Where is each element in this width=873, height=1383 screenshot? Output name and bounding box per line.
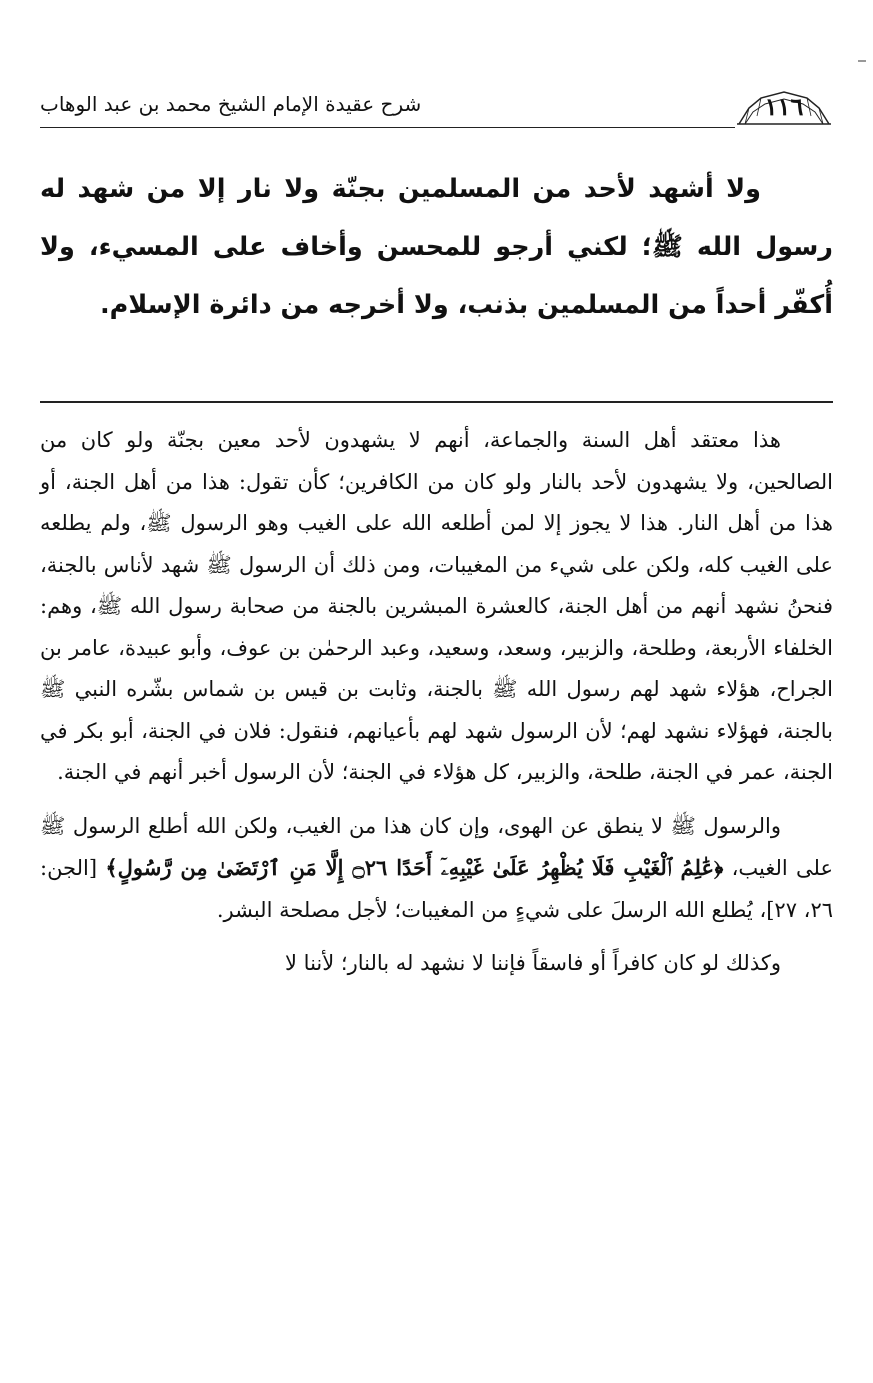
quran-ayah: ﴿عَٰلِمُ ٱلْغَيْبِ فَلَا يُظْهِرُ عَلَىٰ غَيْبِهِۦٓ أَحَدًا ۝٢٦ إِلَّا مَنِ ٱرْتَضَىٰ مِن رَّسُولٍ﴾ (105, 855, 724, 880)
commentary-paragraph-3: وكذلك لو كان كافراً أو فاسقاً فإننا لا نشهد له بالنار؛ لأننا لا (285, 951, 781, 975)
ayah-reference: [الجن: ٢٦، ٢٧]، (40, 856, 833, 922)
matn-text-block (40, 160, 833, 334)
section-divider (40, 401, 833, 403)
running-title: شرح عقيدة الإمام الشيخ محمد بن عبد الوهاب (40, 92, 422, 116)
paragraph-2-text-before: والرسول ﷺ لا ينطق عن الهوى، وإن كان هذا من الغيب، ولكن الله أطلع الرسول ﷺ على الغيب، (40, 813, 833, 880)
commentary-text-block (40, 420, 833, 985)
page-number: ١١٦ (764, 92, 804, 121)
header-rule (40, 127, 735, 128)
paragraph-2-text-after: يُطلع الله الرسلَ على شيءٍ من المغيبات؛ لأجل مصلحة البشر. (216, 897, 753, 922)
page-header (40, 86, 833, 126)
margin-mark (858, 60, 866, 62)
page-number-badge (735, 86, 833, 126)
commentary-paragraph-1: هذا معتقد أهل السنة والجماعة، أنهم لا يشهدون لأحد معين بجنّة ولو كان من الصالحين، ولا يشهدون لأحد بالنار ولو كان من الكافرين؛ كأن تقول: هذا من أهل الجنة، أو هذا من أهل النار. هذا لا يجوز إلا لمن أطلعه الله على الغيب وهو الرسول ﷺ، ولم يطلعه على الغيب كله، ولكن على شيء من المغيبات، ومن ذلك أن الرسول ﷺ شهد لأناس بالجنة، فنحنُ نشهد أنهم من أهل الجنة، كالعشرة المبشرين بالجنة من صحابة رسول الله ﷺ، وهم: الخلفاء الأربعة، وطلحة، والزبير، وسعد، وسعيد، وعبد الرحمٰن بن عوف، وأبو عبيدة، عامر بن الجراح، هؤلاء شهد لهم رسول الله ﷺ بالجنة، وثابت بن قيس بن شماس بشّره النبي ﷺ بالجنة، فهؤلاء نشهد لهم؛ لأن الرسول شهد لهم بأعيانهم، فنقول: فلان في الجنة، أبو بكر في الجنة، عمر في الجنة، طلحة، والزبير، كل هؤلاء في الجنة؛ لأن الرسول أخبر أنهم في الجنة. (40, 428, 833, 784)
matn-paragraph: ولا أشهد لأحد من المسلمين بجنّة ولا نار إلا من شهد له رسول الله ﷺ؛ لكني أرجو للمحسن وأخاف على المسيء، ولا أُكفّر أحداً من المسلمين بذنب، ولا أخرجه من دائرة الإسلام. (40, 174, 833, 320)
commentary-paragraph-2 (40, 806, 833, 932)
